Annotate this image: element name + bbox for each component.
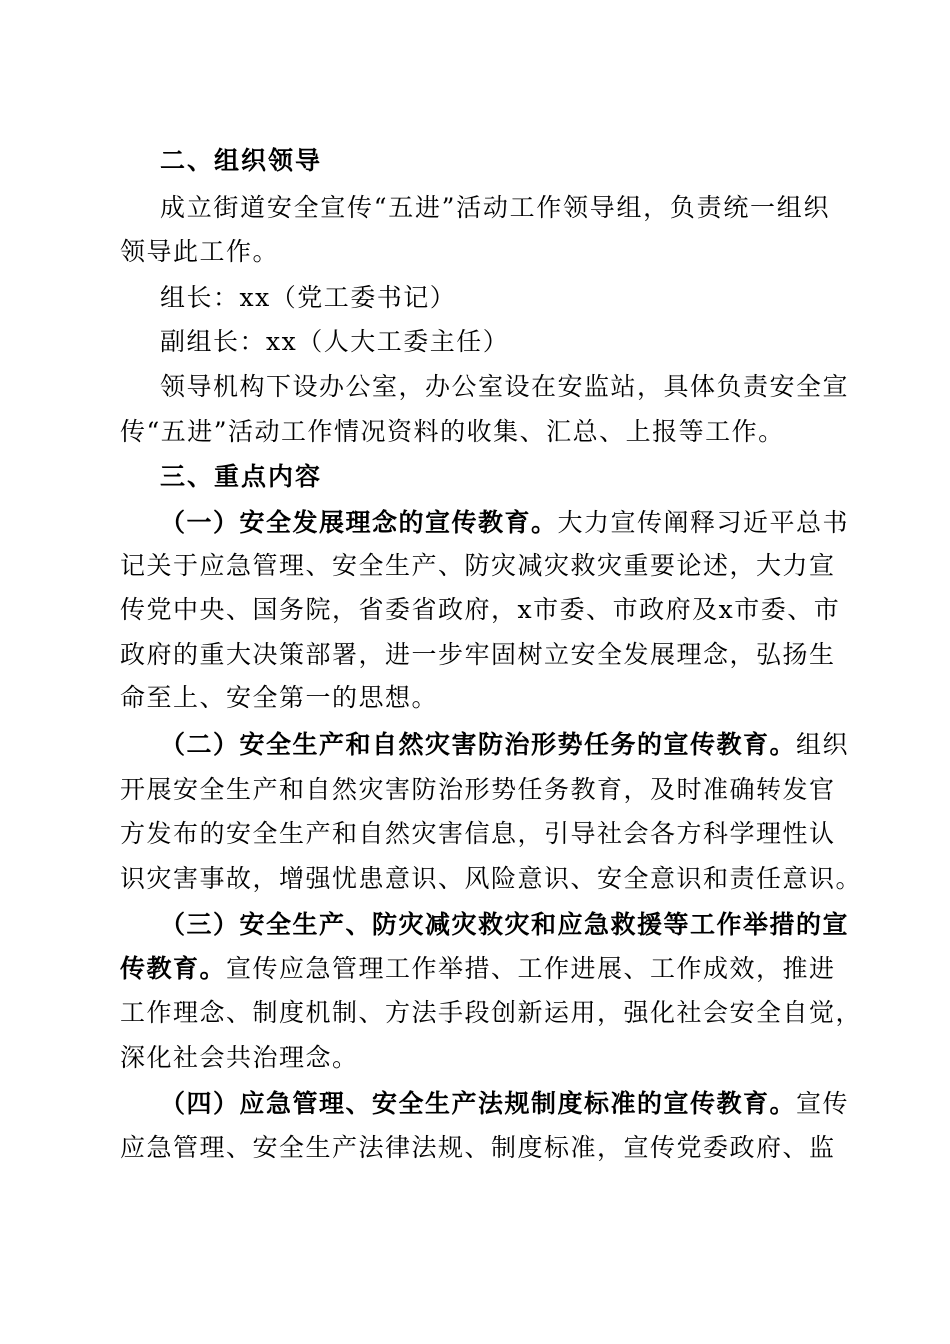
deputy-leader-line: 副组长：xx（人大工委主任） xyxy=(160,327,510,356)
item-text: 宣传 xyxy=(796,1089,850,1118)
paragraph-line: 记关于应急管理、安全生产、防灾减灾救灾重要论述，大力宣 xyxy=(120,551,836,580)
paragraph-line: 政府的重大决策部署，进一步牢固树立安全发展理念，弘扬生 xyxy=(120,640,836,669)
paragraph-line: 方发布的安全生产和自然灾害信息，引导社会各方科学理性认 xyxy=(120,819,836,848)
paragraph-line: 领导此工作。 xyxy=(120,237,280,266)
item-first-line xyxy=(160,730,850,760)
section-heading: 二、组织领导 xyxy=(160,146,323,175)
item-text: 大力宣传阐释习近平总书 xyxy=(557,508,850,537)
item-lead: （二）安全生产和自然灾害防治形势任务的宣传教育。 xyxy=(160,730,797,759)
leader-line: 组长：xx（党工委书记） xyxy=(160,283,457,312)
paragraph-line: 工作理念、制度机制、方法手段创新运用，强化社会安全自觉， xyxy=(120,998,863,1027)
item-lead: （三）安全生产、防灾减灾救灾和应急救援等工作举措的宣 xyxy=(160,910,850,939)
paragraph-line: 开展安全生产和自然灾害防治形势任务教育，及时准确转发官 xyxy=(120,775,836,804)
paragraph-line: 深化社会共治理念。 xyxy=(120,1043,359,1072)
item-first-line xyxy=(120,954,836,984)
section-heading: 三、重点内容 xyxy=(160,462,323,491)
item-first-line xyxy=(160,1089,850,1119)
item-text: 组织 xyxy=(796,730,850,759)
paragraph-line: 领导机构下设办公室，办公室设在安监站，具体负责安全宣 xyxy=(160,372,850,401)
paragraph-line: 成立街道安全宣传“五进”活动工作领导组，负责统一组织 xyxy=(160,193,830,222)
item-first-line xyxy=(160,508,850,538)
item-text: 宣传应急管理工作举措、工作进展、工作成效，推进 xyxy=(226,954,836,983)
paragraph-line: 传“五进”活动工作情况资料的收集、汇总、上报等工作。 xyxy=(120,417,785,446)
item-lead: 传教育。 xyxy=(120,954,227,983)
paragraph-line: 应急管理、安全生产法律法规、制度标准，宣传党委政府、监 xyxy=(120,1133,836,1162)
paragraph-line: 识灾害事故，增强忧患意识、风险意识、安全意识和责任意识。 xyxy=(120,864,863,893)
item-lead: （四）应急管理、安全生产法规制度标准的宣传教育。 xyxy=(160,1089,797,1118)
item-lead: （一）安全发展理念的宣传教育。 xyxy=(160,508,558,537)
paragraph-line: 命至上、安全第一的思想。 xyxy=(120,683,439,712)
paragraph-line: 传党中央、国务院，省委省政府，x市委、市政府及x市委、市 xyxy=(120,595,841,624)
